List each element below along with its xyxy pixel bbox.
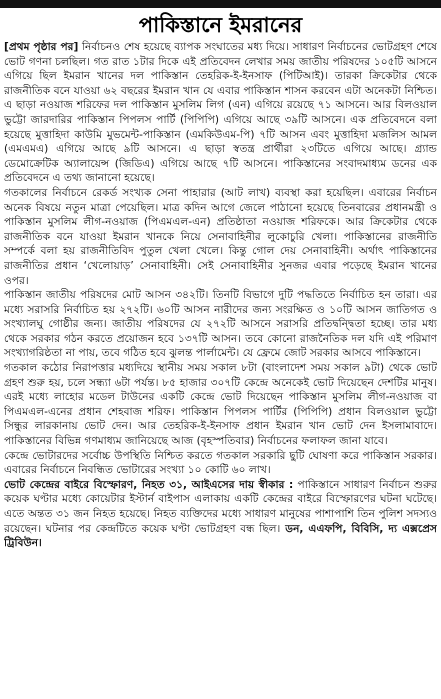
paragraph-3: পাকিস্তান জাতীয় পরিষদের মোট আসন ৩৪২টি। তিনটি বিভাগে দুটি পদ্ধতিতে নির্বাচিত হন তারা। এর মধ্যে সরাসরি নির্বাচিত হয় ২৭২টি। ৬০টি আসন নারীদের জন্য সংরক্ষিত ও ১০টি আসন জাতিগত ও সংখ্যালঘু গোষ্ঠীর জন্য। জাতীয় পরিষদের যে ২৭২টি আসনে সরাসরি প্রতিদ্বন্দ্বিতা হচ্ছে। তার মধ্য থেকে সরকার গঠন করতে প্রয়োজন হবে ১৩৭টি আসন। তবে কোনো রাজনৈতিক দল যদি এই পরিমাণ সংখ্যাগরিষ্ঠতা না পায়, তবে গঠিত হবে ঝুলন্ত পার্লামেন্ট। যে ফ্রেমে জোট সরকার আসবে পাকিস্তানে। <box>4 289 437 360</box>
paragraph-5: কেন্দ্রে ভোটারদের সর্বোচ্চ উপস্থিতি নিশ্চিত করতে গতকাল সরকারি ছুটি ঘোষণা করে পাকিস্তান সরকার। এবারের নির্বাচনে নিবন্ধিত ভোটারের সংখ্যা ১০ কোটি ৬০ লাখ। <box>4 449 437 477</box>
paragraph-2: গতকালের নির্বাচনে রেকর্ড সংখ্যক সেনা পাহারার (আট লাখ) ব্যবস্থা করা হয়েছিল। এবারের নির্বাচন অনেক বিষয়ে নতুন মাত্রা পেয়েছিল। মাত্র কদিন আগে জেলে পাঠানো হয়েছে তিনবারের প্রধানমন্ত্রী ও পাকিস্তান মুসলিম লীগ-নওয়াজ (পিএমএল-এন) প্রতিষ্ঠাতা নওয়াজ শরিফকে। আর ক্রিকেটার থেকে রাজনীতিক বনে যাওয়া ইমরান খানকে নিয়ে সেনাবাহিনীর লুকোচুরি খেলা। পাকিস্তানের রাজনীতি সম্পর্কে বলা হয় রাজনীতিবিদ পুতুল খেলা খেলে। কিন্তু গোল দেয় সেনাবাহিনী। অর্থাৎ পাকিস্তানের রাজনীতির প্রধান ‘খেলোয়াড়’ সেনাবাহিনী। সেই সেনাবাহিনীর সুনজর এবার পড়েছে ইমরান খানের ওপর। <box>4 186 437 287</box>
subheading: ভোট কেন্দ্রের বাইরে বিস্ফোরণ, নিহত ৩১, আইএসের দায় স্বীকার : <box>4 478 294 491</box>
headline-area <box>0 8 441 42</box>
paragraph-1-text: নির্বাচনও শেষ হয়েছে ব্যাপক সংঘাতের মধ্য দিয়ে। সাধারণ নির্বাচনের ভোটগ্রহণ শেষে ভোট গণনা চলছিল। গত রাত ১টার দিকে এই প্রতিবেদন লেখার সময় জাতীয় পরিষদের ১০৫টি আসনে এগিয়ে ছিল ইমরান খানের দল পাকিস্তান তেহরিক-ই-ইনসাফ (পিটিআই)। তারকা ক্রিকেটার থেকে রাজনীতিক বনে যাওয়া ৬২ বছরের ইমরান খান যে এবার পাকিস্তান শাসন করবেন এটা অনেকটা নিশ্চিত। এ ছাড়া নওয়াজ শরিফের দল পাকিস্তান মুসলিম লিগ (এন) এগিয়ে রয়েছে ৭১ আসনে। আর বিলওয়াল ভুট্টো জারদারির পাকিস্তান পিপলস পার্টি (পিপিপি) এগিয়ে আছে ৩৯টি আসনে। এক প্রতিবেদনে বলা হয়েছে মুত্তাহিদা কাউমি মুভমেন্ট-পাকিস্তান (এমকিউএম-পি) ৭টি আসন এবং মুত্তাহিদা মজলিস আমল (এমএমএ) এগিয়ে আছে ৯টি আসনে। এ ছাড়া স্বতন্ত্র প্রার্থীরা ২৩টিতে এগিয়ে আছে। গ্র্যান্ড ডেমোক্রেটিক অ্যালায়েন্স (জিডিএ) এগিয়ে আছে ৭টি আসনে। পাকিস্তানের সংবাদমাধ্যম ডনের এক প্রতিবেদনে এ তথ্য জানানো হয়েছে। <box>4 41 437 185</box>
source-credit: ডন, এএফপি, বিবিসি, দ্য এক্সপ্রেস ট্রিবিউন। <box>4 522 437 550</box>
paragraph-4: গতকাল কঠোর নিরাপত্তার মধ্যদিয়ে স্থানীয় সময় সকাল ৮টা (বাংলাদেশ সময় সকাল ৯টা) থেকে ভোট গ্রহণ শুরু হয়, চলে সন্ধ্যা ৬টা পর্যন্ত। ৮৫ হাজার ৩০৭টি কেন্দ্রে অনেকেই ভোট দিয়েছেন দেশটির মানুষ। এরই মধ্যে লাহোর মডেল টাউনের একটি কেন্দ্রে ভোট দিয়েছেন পাকিস্তান মুসলিম লীগ-নওয়াজ বা পিএমএল-এনের প্রধান শেহবাজ শরিফ। পাকিস্তান পিপলস পার্টির (পিপিপি) প্রধান বিলওয়াল ভুট্টো সিন্ধুর লারকানায় ভোট দেন। আর তেহরিক-ই-ইনসাফ প্রধান ইমরান খান ভোট দেন ইসলামাবাদে। পাকিস্তানের বিভিন্ন গণমাধ্যম জানিয়েছে আজ (বৃহস্পতিবার) নির্বাচনের ফলাফল জানা যাবে। <box>4 362 437 448</box>
paragraph-6-text: পাকিস্তানে সাধারণ নির্বাচন শুরুর কয়েক ঘণ্টার মধ্যে কোয়েটার ইস্টার্ন বাইপাস এলাকায় একটি কেন্দ্রের বাইরে বিস্ফোরণের ঘটনা ঘটেছে। এতে অন্তত ৩১ জন নিহত হয়েছে। নিহত ব্যক্তিদের মধ্যে সাধারণ মানুষের পাশাপাশি তিন পুলিশ সদস্যও রয়েছেন। ঘটনার পর কেন্দ্রটিতে কয়েক ঘণ্টা ভোটগ্রহণ বন্ধ ছিল। <box>4 478 437 535</box>
paragraph-1 <box>4 40 437 186</box>
paragraph-6 <box>4 478 437 551</box>
headline: পাকিস্তানে ইমরানের <box>138 13 303 37</box>
top-rule <box>0 0 441 8</box>
jump-marker: [প্রথম পৃষ্ঠার পর] <box>4 41 79 53</box>
article-body <box>4 40 437 695</box>
